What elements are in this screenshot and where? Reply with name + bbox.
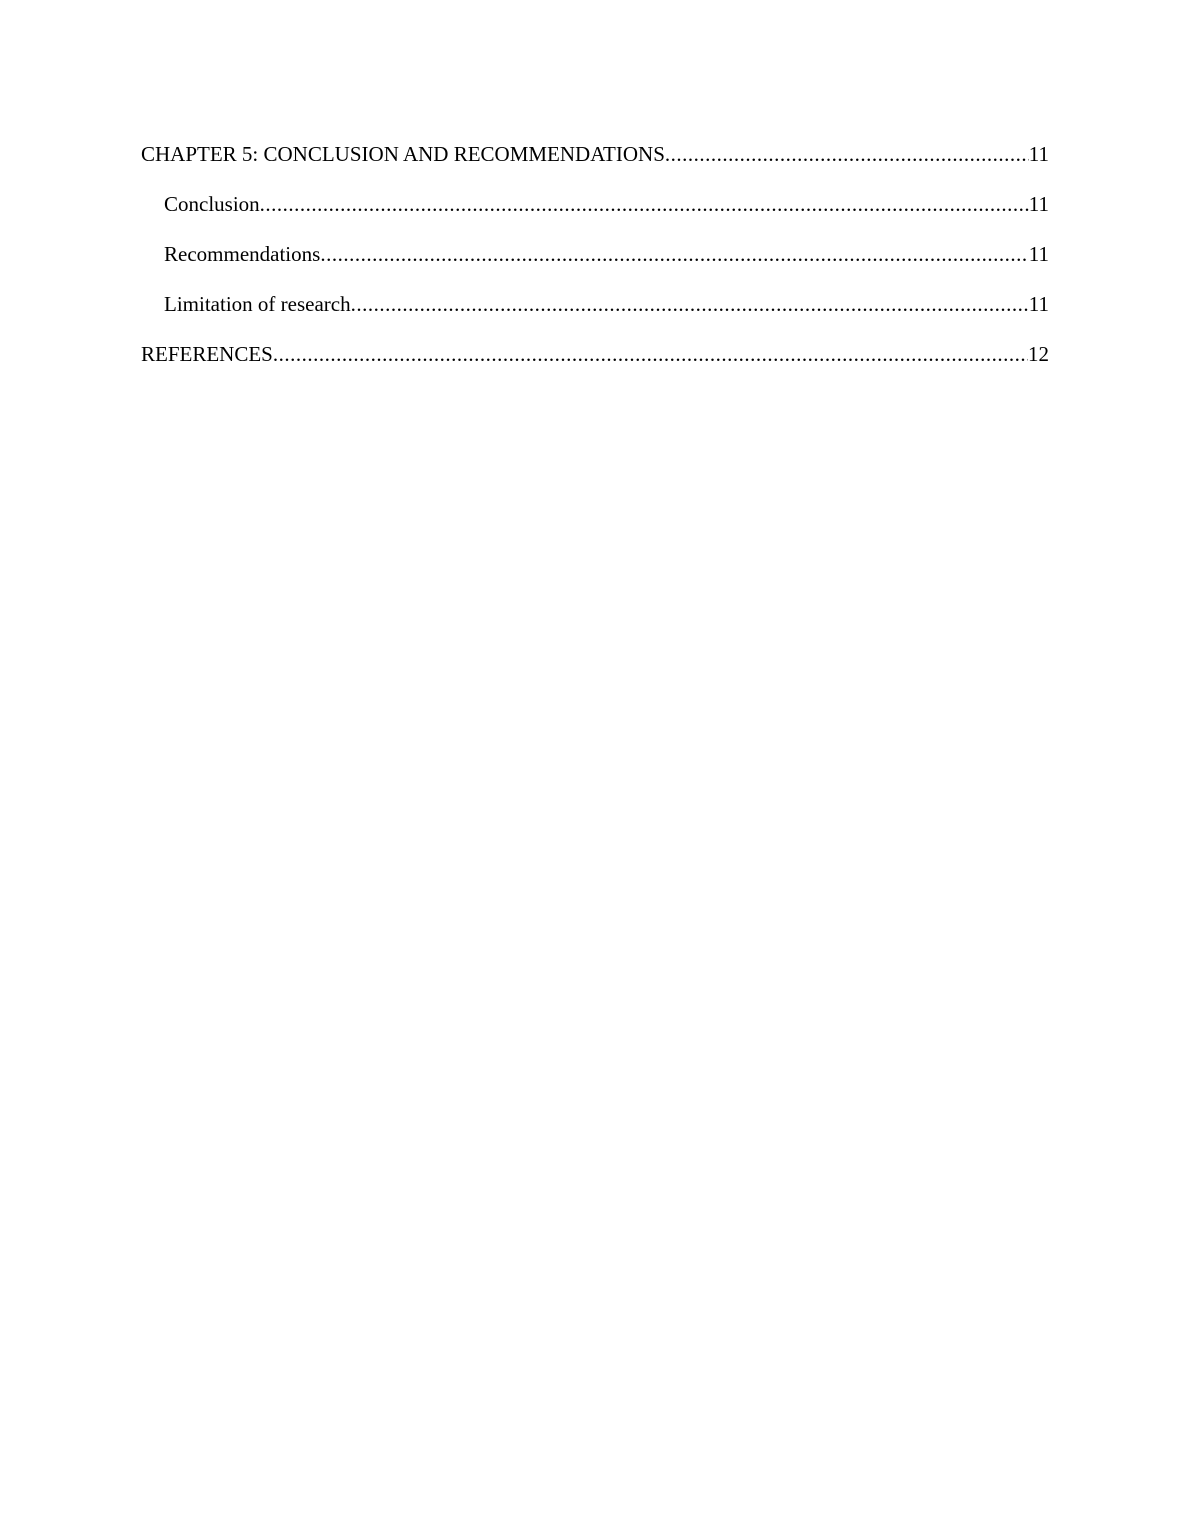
toc-entry-limitation-of-research[interactable] <box>141 290 1049 340</box>
toc-page-number: 11 <box>1028 292 1049 316</box>
toc-dot-leader <box>665 140 1029 168</box>
toc-dot-leader <box>273 340 1028 368</box>
toc-entry-conclusion[interactable] <box>141 190 1049 240</box>
toc-dot-leader <box>351 290 1029 318</box>
toc-page-number: 11 <box>1028 242 1049 266</box>
toc-entry-title: Limitation of research <box>164 292 351 316</box>
toc-entry-title: Recommendations <box>164 242 321 266</box>
toc-dot-leader <box>320 240 1028 268</box>
table-of-contents <box>141 140 1049 390</box>
toc-entry-title: Conclusion <box>164 192 260 216</box>
toc-entry-title: REFERENCES <box>141 342 273 366</box>
toc-entry-title: CHAPTER 5: CONCLUSION AND RECOMMENDATIONS <box>141 142 665 166</box>
toc-page-number: 12 <box>1028 342 1049 366</box>
toc-page-number: 11 <box>1028 192 1049 216</box>
toc-entry-chapter-5[interactable] <box>141 140 1049 190</box>
toc-dot-leader <box>260 190 1029 218</box>
toc-entry-references[interactable] <box>141 340 1049 390</box>
toc-page-number: 11 <box>1028 142 1049 166</box>
toc-entry-recommendations[interactable] <box>141 240 1049 290</box>
